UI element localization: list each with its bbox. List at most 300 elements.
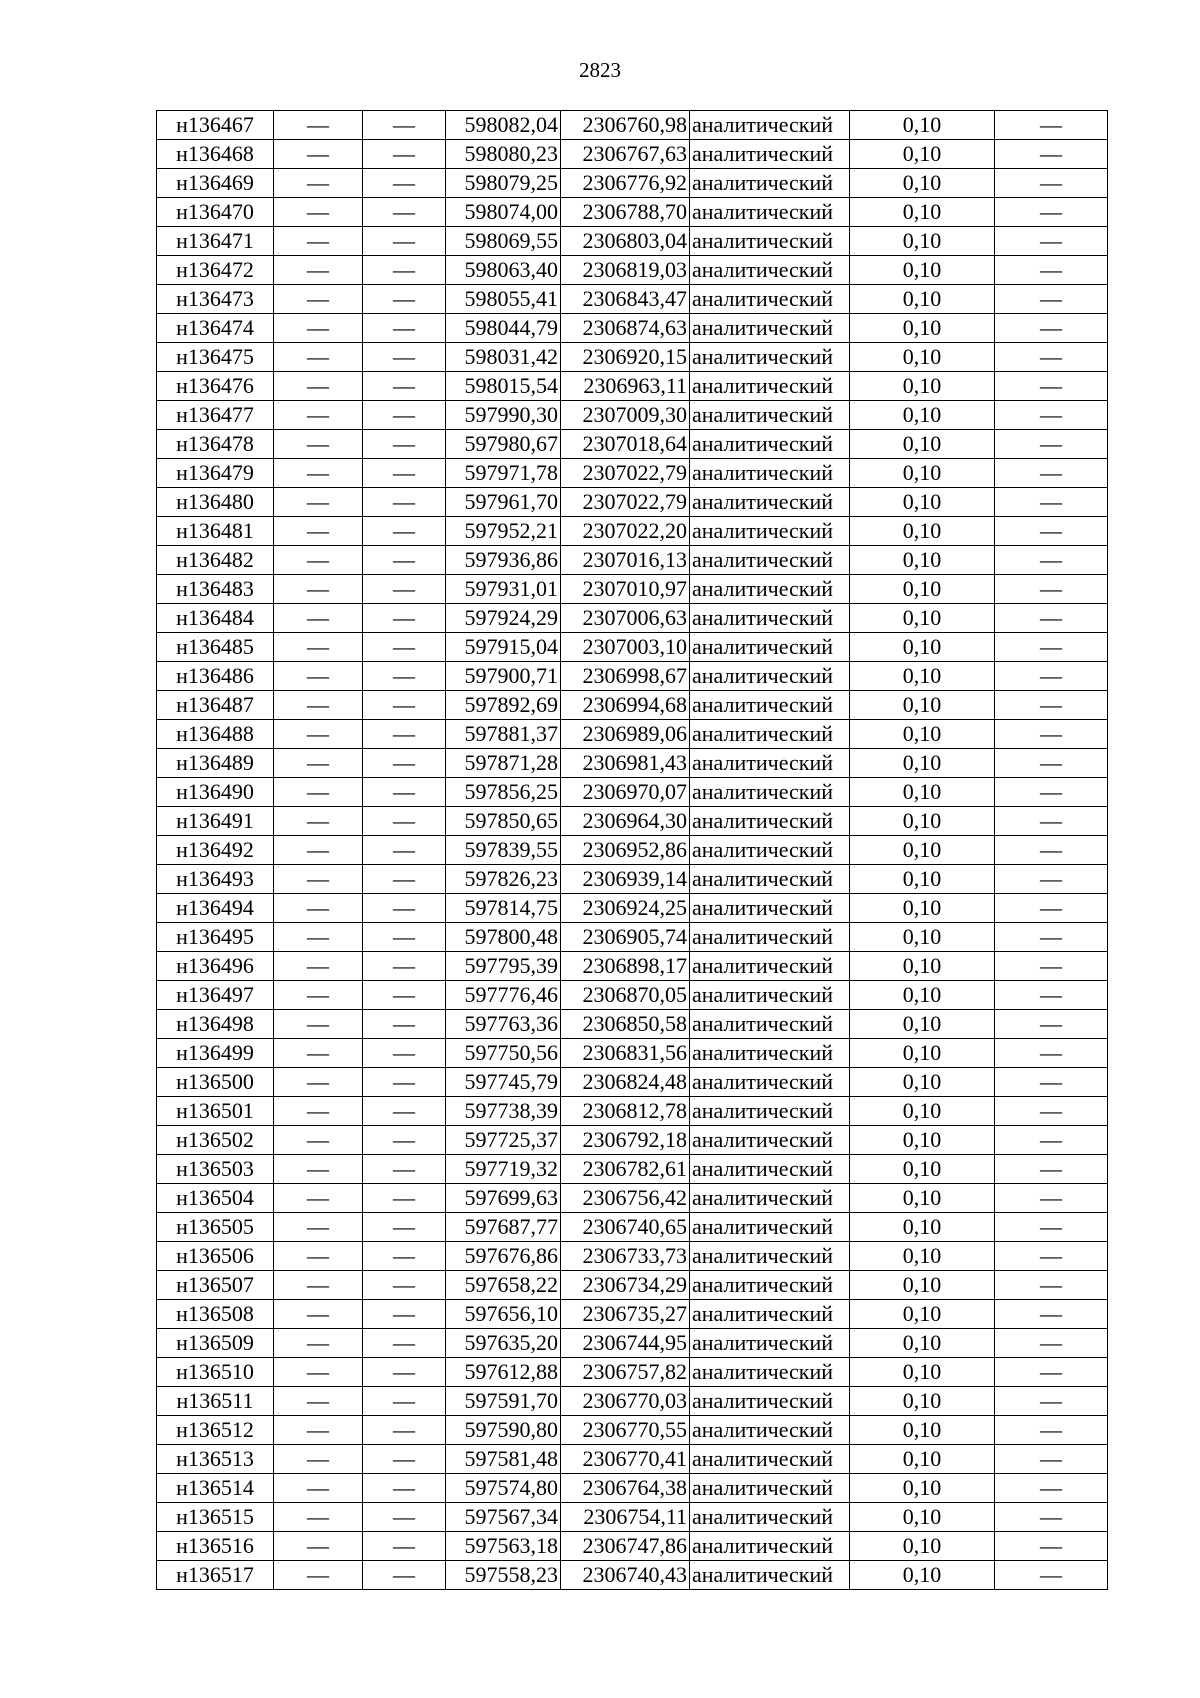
y-coordinate-cell: 2306757,82: [561, 1358, 690, 1387]
empty-value-cell: —: [363, 1213, 446, 1242]
point-number-cell: н136475: [157, 343, 274, 372]
y-coordinate-cell: 2306760,98: [561, 111, 690, 140]
point-number-cell: н136468: [157, 140, 274, 169]
empty-value-cell: —: [274, 111, 363, 140]
accuracy-cell: 0,10: [850, 1213, 995, 1242]
empty-value-cell: —: [995, 1039, 1108, 1068]
table-row: [157, 140, 1108, 169]
empty-value-cell: —: [363, 140, 446, 169]
empty-value-cell: —: [363, 343, 446, 372]
method-cell: аналитический: [690, 1503, 850, 1532]
empty-value-cell: —: [363, 604, 446, 633]
table-row: [157, 372, 1108, 401]
x-coordinate-cell: 597826,23: [446, 865, 561, 894]
x-coordinate-cell: 597990,30: [446, 401, 561, 430]
table-row: [157, 923, 1108, 952]
accuracy-cell: 0,10: [850, 662, 995, 691]
empty-value-cell: —: [363, 865, 446, 894]
y-coordinate-cell: 2306898,17: [561, 952, 690, 981]
point-number-cell: н136514: [157, 1474, 274, 1503]
method-cell: аналитический: [690, 633, 850, 662]
empty-value-cell: —: [363, 401, 446, 430]
point-number-cell: н136494: [157, 894, 274, 923]
accuracy-cell: 0,10: [850, 1503, 995, 1532]
empty-value-cell: —: [995, 1271, 1108, 1300]
x-coordinate-cell: 597591,70: [446, 1387, 561, 1416]
x-coordinate-cell: 598015,54: [446, 372, 561, 401]
method-cell: аналитический: [690, 1416, 850, 1445]
accuracy-cell: 0,10: [850, 1300, 995, 1329]
x-coordinate-cell: 598080,23: [446, 140, 561, 169]
table-row: [157, 1300, 1108, 1329]
empty-value-cell: —: [363, 198, 446, 227]
x-coordinate-cell: 598031,42: [446, 343, 561, 372]
empty-value-cell: —: [363, 1010, 446, 1039]
table-row: [157, 227, 1108, 256]
method-cell: аналитический: [690, 604, 850, 633]
method-cell: аналитический: [690, 256, 850, 285]
y-coordinate-cell: 2306756,42: [561, 1184, 690, 1213]
x-coordinate-cell: 598082,04: [446, 111, 561, 140]
empty-value-cell: —: [363, 227, 446, 256]
y-coordinate-cell: 2306744,95: [561, 1329, 690, 1358]
empty-value-cell: —: [995, 923, 1108, 952]
empty-value-cell: —: [995, 111, 1108, 140]
y-coordinate-cell: 2306764,38: [561, 1474, 690, 1503]
table-row: [157, 517, 1108, 546]
accuracy-cell: 0,10: [850, 169, 995, 198]
method-cell: аналитический: [690, 894, 850, 923]
empty-value-cell: —: [363, 807, 446, 836]
empty-value-cell: —: [995, 575, 1108, 604]
method-cell: аналитический: [690, 1271, 850, 1300]
method-cell: аналитический: [690, 1358, 850, 1387]
x-coordinate-cell: 597814,75: [446, 894, 561, 923]
empty-value-cell: —: [363, 720, 446, 749]
table-row: [157, 894, 1108, 923]
empty-value-cell: —: [274, 430, 363, 459]
empty-value-cell: —: [363, 517, 446, 546]
y-coordinate-cell: 2306792,18: [561, 1126, 690, 1155]
method-cell: аналитический: [690, 662, 850, 691]
empty-value-cell: —: [363, 1155, 446, 1184]
empty-value-cell: —: [274, 1300, 363, 1329]
empty-value-cell: —: [363, 1097, 446, 1126]
table-row: [157, 459, 1108, 488]
accuracy-cell: 0,10: [850, 691, 995, 720]
empty-value-cell: —: [363, 459, 446, 488]
empty-value-cell: —: [274, 1242, 363, 1271]
empty-value-cell: —: [995, 1242, 1108, 1271]
empty-value-cell: —: [995, 459, 1108, 488]
y-coordinate-cell: 2306970,07: [561, 778, 690, 807]
empty-value-cell: —: [274, 1271, 363, 1300]
x-coordinate-cell: 597658,22: [446, 1271, 561, 1300]
empty-value-cell: —: [274, 1010, 363, 1039]
empty-value-cell: —: [274, 1387, 363, 1416]
empty-value-cell: —: [274, 1445, 363, 1474]
accuracy-cell: 0,10: [850, 575, 995, 604]
method-cell: аналитический: [690, 836, 850, 865]
method-cell: аналитический: [690, 1184, 850, 1213]
accuracy-cell: 0,10: [850, 1387, 995, 1416]
empty-value-cell: —: [995, 691, 1108, 720]
point-number-cell: н136488: [157, 720, 274, 749]
method-cell: аналитический: [690, 401, 850, 430]
accuracy-cell: 0,10: [850, 459, 995, 488]
method-cell: аналитический: [690, 865, 850, 894]
accuracy-cell: 0,10: [850, 1474, 995, 1503]
point-number-cell: н136515: [157, 1503, 274, 1532]
accuracy-cell: 0,10: [850, 1010, 995, 1039]
empty-value-cell: —: [995, 1300, 1108, 1329]
empty-value-cell: —: [274, 865, 363, 894]
y-coordinate-cell: 2307010,97: [561, 575, 690, 604]
accuracy-cell: 0,10: [850, 1416, 995, 1445]
accuracy-cell: 0,10: [850, 1184, 995, 1213]
x-coordinate-cell: 597590,80: [446, 1416, 561, 1445]
accuracy-cell: 0,10: [850, 1271, 995, 1300]
accuracy-cell: 0,10: [850, 894, 995, 923]
empty-value-cell: —: [363, 546, 446, 575]
empty-value-cell: —: [995, 981, 1108, 1010]
accuracy-cell: 0,10: [850, 1039, 995, 1068]
empty-value-cell: —: [274, 256, 363, 285]
empty-value-cell: —: [995, 865, 1108, 894]
point-number-cell: н136487: [157, 691, 274, 720]
method-cell: аналитический: [690, 1155, 850, 1184]
x-coordinate-cell: 597881,37: [446, 720, 561, 749]
empty-value-cell: —: [363, 256, 446, 285]
table-row: [157, 1126, 1108, 1155]
table-row: [157, 285, 1108, 314]
method-cell: аналитический: [690, 1532, 850, 1561]
empty-value-cell: —: [995, 285, 1108, 314]
empty-value-cell: —: [363, 372, 446, 401]
y-coordinate-cell: 2306850,58: [561, 1010, 690, 1039]
y-coordinate-cell: 2306735,27: [561, 1300, 690, 1329]
empty-value-cell: —: [274, 401, 363, 430]
x-coordinate-cell: 597961,70: [446, 488, 561, 517]
empty-value-cell: —: [274, 140, 363, 169]
y-coordinate-cell: 2306998,67: [561, 662, 690, 691]
empty-value-cell: —: [995, 198, 1108, 227]
accuracy-cell: 0,10: [850, 749, 995, 778]
empty-value-cell: —: [995, 1097, 1108, 1126]
empty-value-cell: —: [363, 691, 446, 720]
empty-value-cell: —: [995, 546, 1108, 575]
y-coordinate-cell: 2306994,68: [561, 691, 690, 720]
table-row: [157, 778, 1108, 807]
empty-value-cell: —: [995, 836, 1108, 865]
x-coordinate-cell: 597567,34: [446, 1503, 561, 1532]
point-number-cell: н136509: [157, 1329, 274, 1358]
x-coordinate-cell: 597750,56: [446, 1039, 561, 1068]
y-coordinate-cell: 2306767,63: [561, 140, 690, 169]
y-coordinate-cell: 2306920,15: [561, 343, 690, 372]
accuracy-cell: 0,10: [850, 1561, 995, 1590]
x-coordinate-cell: 597687,77: [446, 1213, 561, 1242]
y-coordinate-cell: 2307006,63: [561, 604, 690, 633]
x-coordinate-cell: 597952,21: [446, 517, 561, 546]
point-number-cell: н136493: [157, 865, 274, 894]
empty-value-cell: —: [995, 952, 1108, 981]
point-number-cell: н136470: [157, 198, 274, 227]
empty-value-cell: —: [274, 1561, 363, 1590]
coordinates-table: [156, 110, 1108, 1590]
point-number-cell: н136474: [157, 314, 274, 343]
empty-value-cell: —: [995, 1213, 1108, 1242]
method-cell: аналитический: [690, 372, 850, 401]
table-row: [157, 343, 1108, 372]
empty-value-cell: —: [363, 1039, 446, 1068]
x-coordinate-cell: 598044,79: [446, 314, 561, 343]
table-row: [157, 1242, 1108, 1271]
y-coordinate-cell: 2306939,14: [561, 865, 690, 894]
method-cell: аналитический: [690, 1010, 850, 1039]
x-coordinate-cell: 597915,04: [446, 633, 561, 662]
point-number-cell: н136477: [157, 401, 274, 430]
point-number-cell: н136473: [157, 285, 274, 314]
method-cell: аналитический: [690, 1242, 850, 1271]
y-coordinate-cell: 2306782,61: [561, 1155, 690, 1184]
point-number-cell: н136496: [157, 952, 274, 981]
accuracy-cell: 0,10: [850, 488, 995, 517]
empty-value-cell: —: [995, 1532, 1108, 1561]
accuracy-cell: 0,10: [850, 372, 995, 401]
table-row: [157, 314, 1108, 343]
point-number-cell: н136513: [157, 1445, 274, 1474]
empty-value-cell: —: [995, 372, 1108, 401]
method-cell: аналитический: [690, 691, 850, 720]
table-row: [157, 256, 1108, 285]
empty-value-cell: —: [274, 691, 363, 720]
method-cell: аналитический: [690, 1561, 850, 1590]
x-coordinate-cell: 597871,28: [446, 749, 561, 778]
x-coordinate-cell: 597924,29: [446, 604, 561, 633]
table-row: [157, 633, 1108, 662]
point-number-cell: н136486: [157, 662, 274, 691]
point-number-cell: н136489: [157, 749, 274, 778]
point-number-cell: н136481: [157, 517, 274, 546]
x-coordinate-cell: 597635,20: [446, 1329, 561, 1358]
empty-value-cell: —: [995, 488, 1108, 517]
empty-value-cell: —: [363, 749, 446, 778]
method-cell: аналитический: [690, 749, 850, 778]
empty-value-cell: —: [363, 836, 446, 865]
method-cell: аналитический: [690, 720, 850, 749]
method-cell: аналитический: [690, 285, 850, 314]
y-coordinate-cell: 2306770,41: [561, 1445, 690, 1474]
empty-value-cell: —: [363, 894, 446, 923]
accuracy-cell: 0,10: [850, 807, 995, 836]
accuracy-cell: 0,10: [850, 865, 995, 894]
accuracy-cell: 0,10: [850, 604, 995, 633]
empty-value-cell: —: [995, 256, 1108, 285]
accuracy-cell: 0,10: [850, 1242, 995, 1271]
empty-value-cell: —: [274, 1532, 363, 1561]
y-coordinate-cell: 2307016,13: [561, 546, 690, 575]
x-coordinate-cell: 597900,71: [446, 662, 561, 691]
empty-value-cell: —: [363, 111, 446, 140]
empty-value-cell: —: [995, 604, 1108, 633]
point-number-cell: н136505: [157, 1213, 274, 1242]
x-coordinate-cell: 597839,55: [446, 836, 561, 865]
y-coordinate-cell: 2307022,20: [561, 517, 690, 546]
x-coordinate-cell: 597612,88: [446, 1358, 561, 1387]
empty-value-cell: —: [274, 1213, 363, 1242]
empty-value-cell: —: [274, 1068, 363, 1097]
empty-value-cell: —: [363, 1126, 446, 1155]
accuracy-cell: 0,10: [850, 1126, 995, 1155]
coordinates-table-body: [157, 111, 1108, 1590]
y-coordinate-cell: 2306952,86: [561, 836, 690, 865]
y-coordinate-cell: 2306734,29: [561, 1271, 690, 1300]
x-coordinate-cell: 597800,48: [446, 923, 561, 952]
x-coordinate-cell: 598079,25: [446, 169, 561, 198]
x-coordinate-cell: 597581,48: [446, 1445, 561, 1474]
y-coordinate-cell: 2306870,05: [561, 981, 690, 1010]
empty-value-cell: —: [274, 285, 363, 314]
empty-value-cell: —: [363, 575, 446, 604]
empty-value-cell: —: [274, 1184, 363, 1213]
table-row: [157, 604, 1108, 633]
table-row: [157, 691, 1108, 720]
method-cell: аналитический: [690, 546, 850, 575]
x-coordinate-cell: 597892,69: [446, 691, 561, 720]
x-coordinate-cell: 597563,18: [446, 1532, 561, 1561]
point-number-cell: н136490: [157, 778, 274, 807]
empty-value-cell: —: [274, 1474, 363, 1503]
empty-value-cell: —: [995, 1155, 1108, 1184]
y-coordinate-cell: 2306740,65: [561, 1213, 690, 1242]
y-coordinate-cell: 2306747,86: [561, 1532, 690, 1561]
point-number-cell: н136491: [157, 807, 274, 836]
y-coordinate-cell: 2307018,64: [561, 430, 690, 459]
empty-value-cell: —: [274, 517, 363, 546]
empty-value-cell: —: [274, 1416, 363, 1445]
table-row: [157, 1271, 1108, 1300]
empty-value-cell: —: [995, 1445, 1108, 1474]
point-number-cell: н136498: [157, 1010, 274, 1039]
empty-value-cell: —: [363, 314, 446, 343]
point-number-cell: н136482: [157, 546, 274, 575]
point-number-cell: н136472: [157, 256, 274, 285]
point-number-cell: н136517: [157, 1561, 274, 1590]
point-number-cell: н136511: [157, 1387, 274, 1416]
x-coordinate-cell: 597931,01: [446, 575, 561, 604]
accuracy-cell: 0,10: [850, 285, 995, 314]
accuracy-cell: 0,10: [850, 1068, 995, 1097]
empty-value-cell: —: [274, 343, 363, 372]
empty-value-cell: —: [274, 1155, 363, 1184]
empty-value-cell: —: [363, 169, 446, 198]
point-number-cell: н136479: [157, 459, 274, 488]
table-row: [157, 1039, 1108, 1068]
x-coordinate-cell: 598055,41: [446, 285, 561, 314]
method-cell: аналитический: [690, 488, 850, 517]
accuracy-cell: 0,10: [850, 111, 995, 140]
method-cell: аналитический: [690, 1039, 850, 1068]
empty-value-cell: —: [363, 430, 446, 459]
empty-value-cell: —: [363, 1561, 446, 1590]
empty-value-cell: —: [274, 952, 363, 981]
x-coordinate-cell: 598074,00: [446, 198, 561, 227]
empty-value-cell: —: [995, 1387, 1108, 1416]
method-cell: аналитический: [690, 198, 850, 227]
accuracy-cell: 0,10: [850, 720, 995, 749]
table-row: [157, 111, 1108, 140]
x-coordinate-cell: 597971,78: [446, 459, 561, 488]
empty-value-cell: —: [274, 981, 363, 1010]
table-row: [157, 720, 1108, 749]
empty-value-cell: —: [363, 1532, 446, 1561]
empty-value-cell: —: [363, 1300, 446, 1329]
point-number-cell: н136497: [157, 981, 274, 1010]
y-coordinate-cell: 2306754,11: [561, 1503, 690, 1532]
empty-value-cell: —: [274, 894, 363, 923]
accuracy-cell: 0,10: [850, 343, 995, 372]
empty-value-cell: —: [995, 894, 1108, 923]
y-coordinate-cell: 2306740,43: [561, 1561, 690, 1590]
point-number-cell: н136508: [157, 1300, 274, 1329]
accuracy-cell: 0,10: [850, 517, 995, 546]
method-cell: аналитический: [690, 1300, 850, 1329]
empty-value-cell: —: [363, 1474, 446, 1503]
table-row: [157, 1561, 1108, 1590]
table-row: [157, 1445, 1108, 1474]
point-number-cell: н136510: [157, 1358, 274, 1387]
empty-value-cell: —: [274, 778, 363, 807]
point-number-cell: н136506: [157, 1242, 274, 1271]
table-row: [157, 1184, 1108, 1213]
table-row: [157, 836, 1108, 865]
empty-value-cell: —: [363, 923, 446, 952]
point-number-cell: н136469: [157, 169, 274, 198]
x-coordinate-cell: 597699,63: [446, 1184, 561, 1213]
y-coordinate-cell: 2307022,79: [561, 488, 690, 517]
y-coordinate-cell: 2306788,70: [561, 198, 690, 227]
point-number-cell: н136471: [157, 227, 274, 256]
y-coordinate-cell: 2306819,03: [561, 256, 690, 285]
accuracy-cell: 0,10: [850, 1097, 995, 1126]
empty-value-cell: —: [274, 372, 363, 401]
x-coordinate-cell: 597980,67: [446, 430, 561, 459]
accuracy-cell: 0,10: [850, 546, 995, 575]
accuracy-cell: 0,10: [850, 430, 995, 459]
point-number-cell: н136516: [157, 1532, 274, 1561]
y-coordinate-cell: 2306831,56: [561, 1039, 690, 1068]
empty-value-cell: —: [995, 662, 1108, 691]
empty-value-cell: —: [363, 778, 446, 807]
empty-value-cell: —: [274, 1358, 363, 1387]
y-coordinate-cell: 2306981,43: [561, 749, 690, 778]
y-coordinate-cell: 2307009,30: [561, 401, 690, 430]
method-cell: аналитический: [690, 169, 850, 198]
empty-value-cell: —: [274, 662, 363, 691]
y-coordinate-cell: 2306964,30: [561, 807, 690, 836]
accuracy-cell: 0,10: [850, 1532, 995, 1561]
y-coordinate-cell: 2306924,25: [561, 894, 690, 923]
y-coordinate-cell: 2306874,63: [561, 314, 690, 343]
accuracy-cell: 0,10: [850, 836, 995, 865]
method-cell: аналитический: [690, 227, 850, 256]
table-row: [157, 546, 1108, 575]
empty-value-cell: —: [274, 807, 363, 836]
empty-value-cell: —: [995, 1503, 1108, 1532]
empty-value-cell: —: [995, 749, 1108, 778]
y-coordinate-cell: 2307022,79: [561, 459, 690, 488]
